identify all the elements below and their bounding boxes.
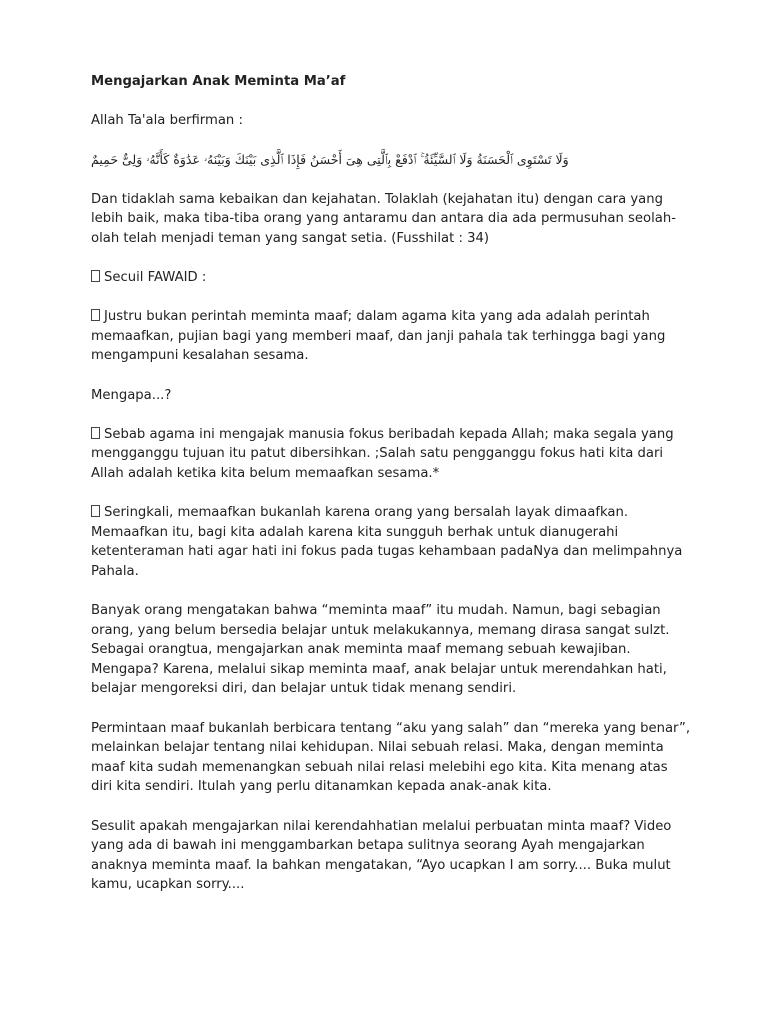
body-paragraph-3: Sesulit apakah mengajarkan nilai kerendahhatian melalui perbuatan minta maaf? Video yang ada di bawah ini menggambarkan betapa sulitnya seorang Ayah mengajarkan anaknya meminta maaf. Ia bahkan mengatakan, “Ayo ucapkan I am sorry.... Buka mulut kamu, ucapkan sorry.... — [91, 818, 672, 893]
question-text: Mengapa...? — [91, 387, 172, 403]
missing-glyph-icon — [91, 427, 100, 439]
fawaid-point-1 — [91, 307, 691, 366]
fawaid-point-2 — [91, 425, 691, 484]
fawaid-point-1-text: Justru bukan perintah meminta maaf; dalam agama kita yang ada adalah perintah memaafkan, pujian bagi yang memberi maaf, dan janji pahala tak terhingga bagi yang mengampuni kesalahan sesama. — [91, 309, 666, 364]
missing-glyph-icon — [91, 505, 100, 517]
fawaid-point-3-text: Seringkali, memaafkan bukanlah karena orang yang bersalah layak dimaafkan. Memaafkan itu, bagi kita adalah karena kita sungguh berhak untuk dianugerahi ketenteraman hati agar hati ini fokus pada tugas kehambaan padaNya dan melimpahnya Pahala. — [91, 505, 683, 579]
fawaid-point-3 — [91, 503, 691, 581]
body-paragraph-2: Permintaan maaf bukanlah berbicara tentang “aku yang salah” dan “mereka yang benar”, melainkan belajar tentang nilai kehidupan. Nilai sebuah relasi. Maka, dengan meminta maaf kita sudah memenangkan sebuah nilai relasi melebihi ego kita. Kita menang atas diri kita sendiri. Itulah yang perlu ditanamkan kepada anak-anak kita. — [91, 720, 691, 795]
intro-text: Allah Ta'ala berfirman : — [91, 113, 243, 129]
missing-glyph-icon — [91, 270, 100, 282]
fawaid-heading: Secuil FAWAID : — [104, 269, 207, 285]
document-page — [91, 72, 691, 915]
document-title: Mengajarkan Anak Meminta Ma’af — [91, 74, 346, 89]
verse-translation: Dan tidaklah sama kebaikan dan kejahatan. Tolaklah (kejahatan itu) dengan cara yang lebih baik, maka tiba-tiba orang yang antaramu dan antara dia ada permusuhan seolah-olah telah menjadi teman yang sangat setia. (Fusshilat : 34) — [91, 191, 676, 246]
fawaid-point-2-text: Sebab agama ini mengajak manusia fokus beribadah kepada Allah; maka segala yang mengganggu tujuan itu patut dibersihkan. ;Salah satu pengganggu fokus hati kita dari Allah adalah ketika kita belum memaafkan sesama.* — [91, 426, 674, 481]
fawaid-heading-row — [91, 268, 691, 288]
body-paragraph-1: Banyak orang mengatakan bahwa “meminta maaf” itu mudah. Namun, bagi sebagian orang, yang belum bersedia belajar untuk melakukannya, memang dirasa sangat sulzt. Sebagai orangtua, mengajarkan anak meminta maaf memang sebuah kewajiban. Mengapa? Karena, melalui sikap meminta maaf, anak belajar untuk merendahkan hati, belajar mengoreksi diri, dan belajar untuk tidak menang sendiri. — [91, 603, 670, 697]
arabic-verse: وَلَا تَسْتَوِى ٱلْحَسَنَةُ وَلَا ٱلسَّيِّئَةُ ۚ ٱدْفَعْ بِٱلَّتِى هِىَ أَحْسَنُ فَإِذَا ٱلَّذِى بَيْنَكَ وَبَيْنَهُۥ عَدَٰوَةٌ كَأَنَّهُۥ وَلِىٌّ حَمِيمٌ — [91, 152, 569, 168]
missing-glyph-icon — [91, 309, 100, 321]
